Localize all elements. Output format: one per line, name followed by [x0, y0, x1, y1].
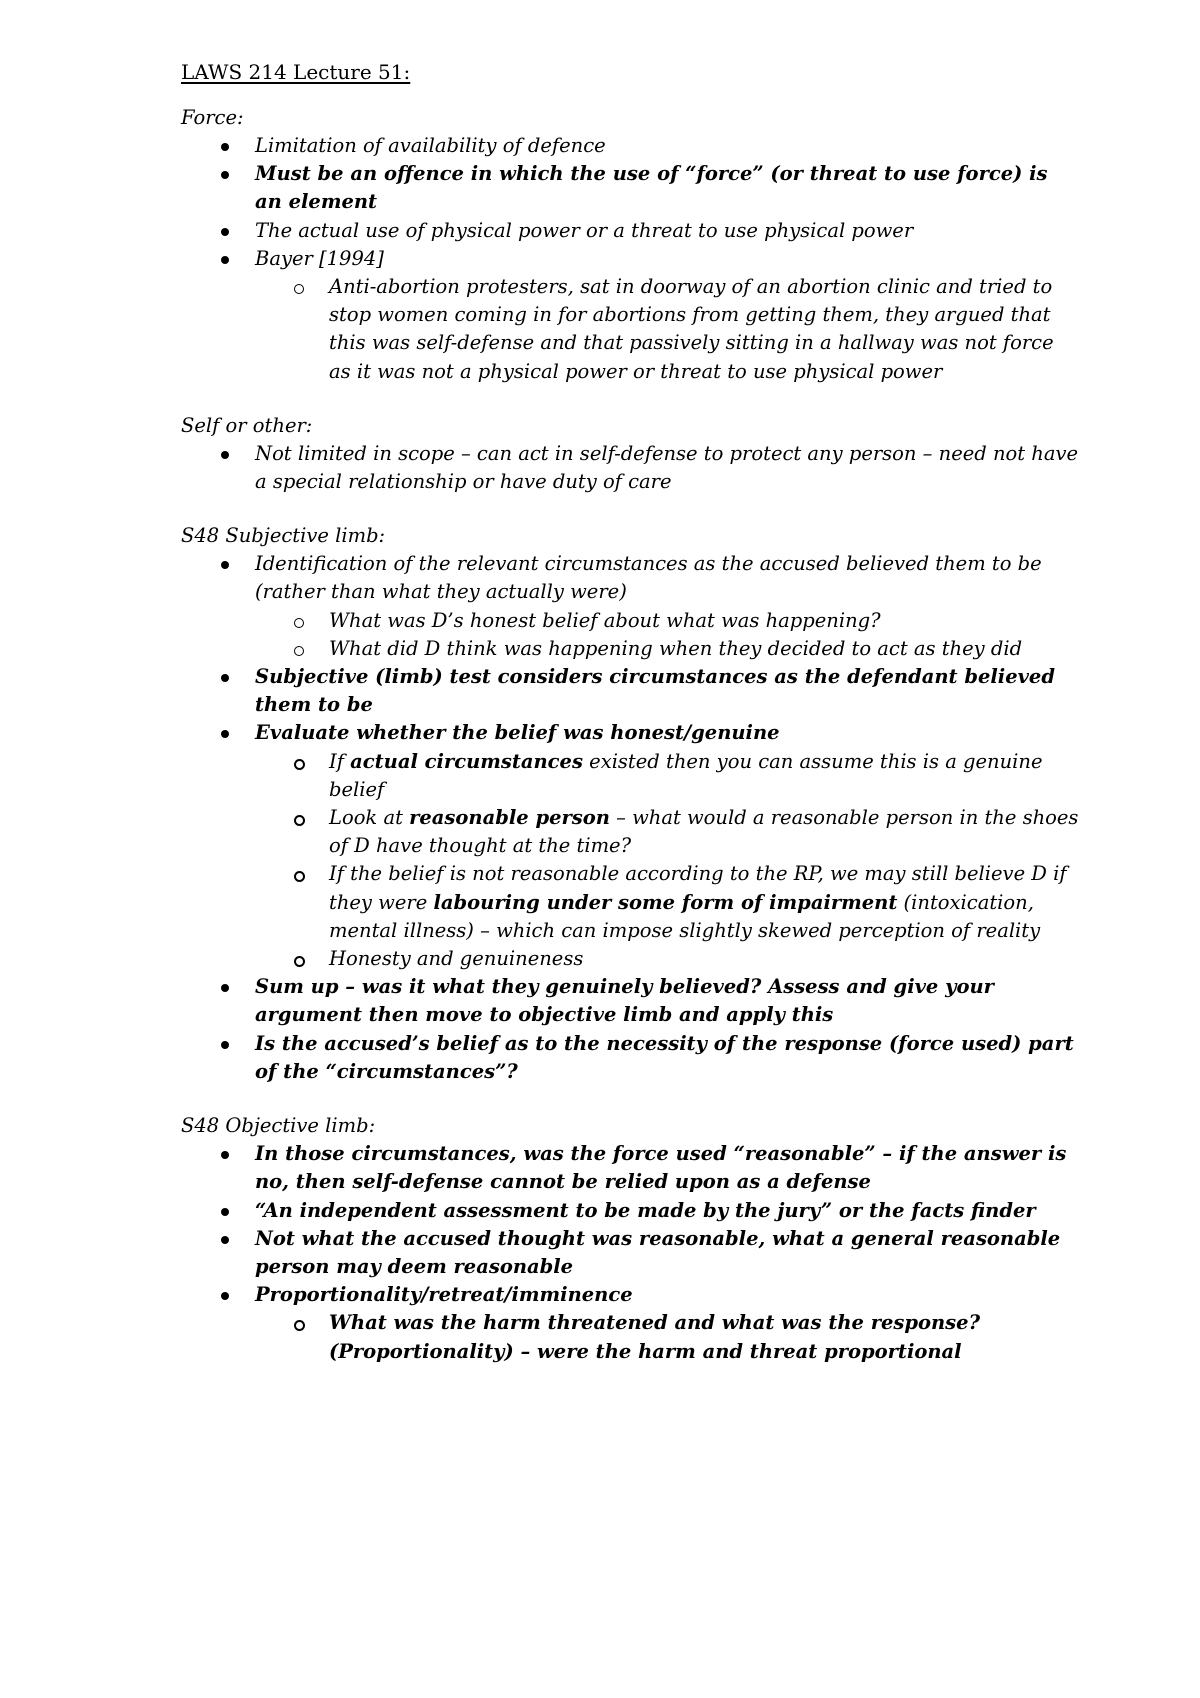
list-item	[181, 440, 1081, 496]
list-item-text	[329, 750, 1043, 801]
circle-bullet-icon	[294, 284, 304, 294]
list-item-text: Subjective (limb) test considers circumstances as the defendant believed them to be	[255, 665, 1055, 717]
circle-bullet-icon	[294, 618, 304, 628]
bold-phrase: labouring under some form of impairment	[433, 890, 898, 914]
list-item	[181, 1197, 1081, 1225]
list-item-text: Not limited in scope – can act in self-defense to protect any person – need not have a special relationship or have duty of care	[255, 441, 1079, 494]
sub-list-item	[255, 804, 1081, 860]
bullet-list	[181, 440, 1081, 496]
section-heading: S48 Objective limb:	[181, 1114, 376, 1138]
bullet-icon	[221, 730, 229, 738]
sub-list-item	[255, 860, 1081, 945]
bullet-icon	[221, 984, 229, 992]
bullet-icon	[221, 1236, 229, 1244]
circle-bullet-icon	[294, 815, 305, 826]
list-item	[181, 719, 1081, 973]
list-item-text: “An independent assessment to be made by the jury” or the facts finder	[255, 1198, 1036, 1222]
text-run: – what would a reasonable person in the shoes of D have thought at the time?	[329, 806, 1079, 858]
notes-section	[181, 104, 1081, 386]
list-item	[181, 1030, 1081, 1086]
section-heading: Force:	[181, 106, 244, 129]
list-item	[181, 1140, 1081, 1196]
sub-bullet-list	[255, 1309, 1081, 1365]
bullet-list	[181, 1140, 1081, 1366]
list-item-text: Proportionality/retreat/imminence	[255, 1283, 633, 1307]
bullet-icon	[221, 674, 229, 682]
section-heading: S48 Subjective limb:	[181, 524, 386, 548]
list-item-text: Limitation of availability of defence	[255, 134, 606, 157]
sub-bullet-list	[255, 273, 1081, 386]
list-item	[181, 973, 1081, 1029]
notes-section	[181, 522, 1081, 1086]
notes-section	[181, 1112, 1081, 1366]
list-item-text: Sum up – was it what they genuinely believed? Assess and give your argument then move to objective limb and apply this	[255, 975, 994, 1027]
bullet-icon	[221, 256, 229, 264]
bullet-icon	[221, 143, 229, 151]
list-item-text: Honesty and genuineness	[329, 947, 584, 971]
list-item-text: Anti-abortion protesters, sat in doorway of an abortion clinic and tried to stop women coming in for abortions from getting them, they argued that this was self-defense and that passively sitting in a hallway was not force as it was not a physical power or threat to use physical power	[329, 275, 1054, 383]
sub-list-item	[255, 273, 1081, 386]
circle-bullet-icon	[294, 871, 305, 882]
bullet-icon	[221, 1041, 229, 1049]
list-item-text: Must be an offence in which the use of “force” (or threat to use force) is an element	[255, 162, 1048, 214]
text-run: existed then you can assume this is a genuine belief	[329, 749, 1043, 801]
text-run: If the belief is not reasonable according to the RP, we may still believe D if they were	[329, 862, 1067, 914]
bold-phrase: reasonable person	[409, 806, 610, 830]
list-item-text: What was the harm threatened and what was the response? (Proportionality) – were the harm and threat proportional	[329, 1311, 980, 1363]
list-item-text	[329, 862, 1067, 941]
list-item	[181, 160, 1081, 216]
list-item	[181, 217, 1081, 245]
circle-bullet-icon	[294, 956, 305, 967]
circle-bullet-icon	[294, 759, 305, 770]
text-run: If	[329, 749, 351, 773]
page-title: LAWS 214 Lecture 51:	[181, 60, 411, 84]
text-run: Look at	[329, 806, 410, 830]
sub-list-item	[255, 945, 1081, 973]
list-item	[181, 663, 1081, 719]
circle-bullet-icon	[294, 646, 304, 656]
list-item	[181, 550, 1081, 663]
bullet-icon	[221, 171, 229, 179]
document-content	[181, 58, 1081, 1392]
bullet-icon	[221, 228, 229, 236]
list-item-text: The actual use of physical power or a threat to use physical power	[255, 218, 914, 242]
sub-list-item	[255, 748, 1081, 804]
bullet-icon	[221, 1292, 229, 1300]
bullet-icon	[221, 561, 229, 569]
list-item-text: Not what the accused thought was reasonable, what a general reasonable person may deem reasonable	[255, 1226, 1061, 1278]
section-heading: Self or other:	[181, 413, 313, 437]
notes-section	[181, 412, 1081, 496]
sub-list-item	[255, 635, 1081, 663]
text-run: (intoxication, mental illness) – which can impose slightly skewed perception of reality	[329, 890, 1041, 942]
list-item-text: What did D think was happening when they decided to act as they did	[329, 636, 1023, 660]
list-item-text: Evaluate whether the belief was honest/genuine	[255, 721, 780, 745]
bold-phrase: actual circumstances	[350, 749, 583, 773]
bullet-icon	[221, 1208, 229, 1216]
sub-list-item	[255, 1309, 1081, 1365]
list-item-text: What was D’s honest belief about what was happening?	[329, 608, 881, 632]
bullet-list	[181, 132, 1081, 386]
sub-bullet-list	[255, 748, 1081, 974]
bullet-icon	[221, 451, 229, 459]
list-item-text	[329, 806, 1078, 857]
list-item	[181, 132, 1081, 160]
circle-bullet-icon	[294, 1320, 305, 1331]
list-item	[181, 1225, 1081, 1281]
list-item-text: In those circumstances, was the force used “reasonable” – if the answer is no, then self-defense cannot be relied upon as a defense	[255, 1142, 1067, 1194]
list-item	[181, 1281, 1081, 1366]
list-item-text: Identification of the relevant circumstances as the accused believed them to be (rather than what they actually were)	[255, 552, 1042, 604]
bullet-icon	[221, 1151, 229, 1159]
list-item	[181, 245, 1081, 386]
list-item-text: Bayer [1994]	[255, 246, 384, 270]
bullet-list	[181, 550, 1081, 1086]
sub-bullet-list	[255, 607, 1081, 663]
list-item-text: Is the accused’s belief as to the necessity of the response (force used) part of the “circumstances”?	[255, 1031, 1074, 1083]
sub-list-item	[255, 607, 1081, 635]
